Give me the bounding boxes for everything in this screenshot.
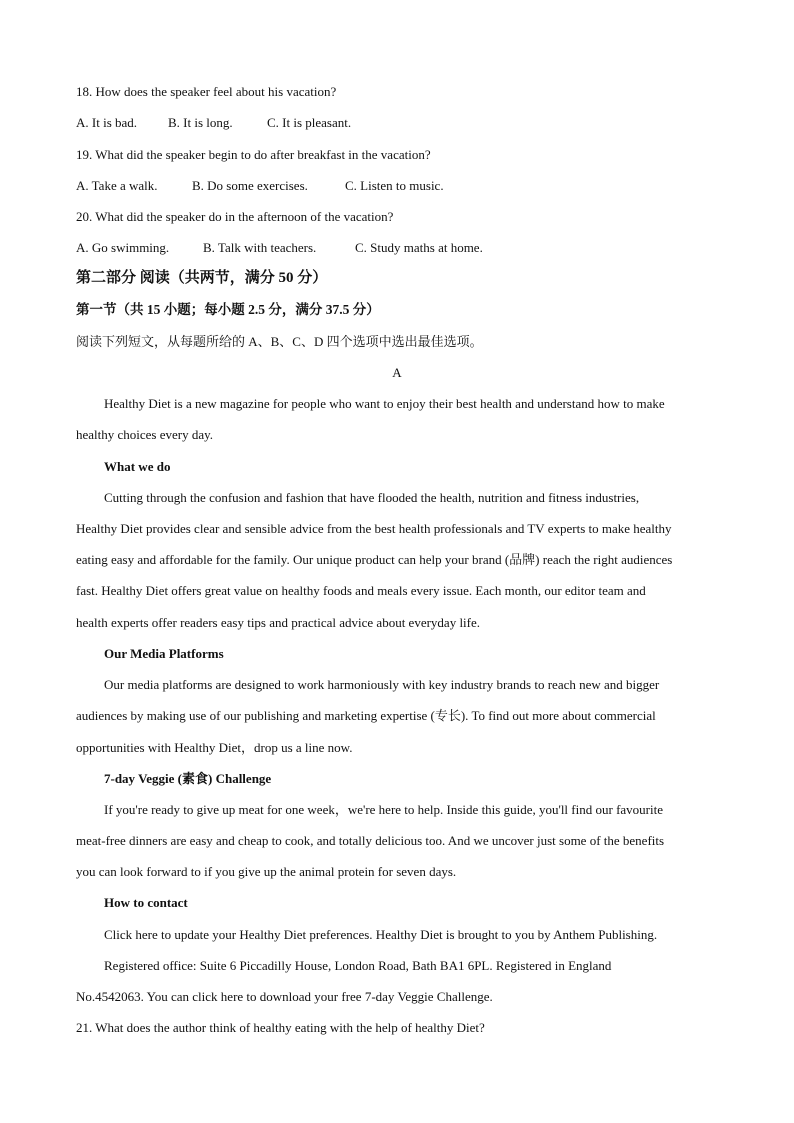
question-20-option-c: C. Study maths at home. [355, 240, 483, 255]
question-21-stem: 21. What does the author think of healthy eating with the help of healthy Diet? [76, 1020, 485, 1035]
contact-heading: How to contact [104, 895, 188, 910]
question-18-option-c: C. It is pleasant. [267, 115, 352, 130]
question-19-option-c: C. Listen to music. [345, 178, 444, 193]
question-18-options [76, 115, 351, 131]
contact-line-3: No.4542063. You can click here to download your free 7-day Veggie Challenge. [76, 989, 493, 1004]
intro-line-2: healthy choices every day. [76, 427, 214, 442]
what-we-do-line-5: health experts offer readers easy tips and practical advice about everyday life. [76, 615, 481, 630]
what-we-do-line-2: Healthy Diet provides clear and sensible advice from the best health professionals and TV experts to make healthy [76, 521, 672, 536]
question-19-options [76, 178, 444, 194]
veggie-line-3: you can look forward to if you give up the animal protein for seven days. [76, 864, 457, 879]
question-18-option-a: A. It is bad. [76, 115, 138, 130]
media-line-3: opportunities with Healthy Diet，drop us a line now. [76, 740, 353, 755]
intro-line-1: Healthy Diet is a new magazine for people who want to enjoy their best health and understand how to make [104, 396, 665, 411]
veggie-line-2: meat-free dinners are easy and cheap to cook, and totally delicious too. And we uncover just some of the benefits [76, 833, 665, 848]
what-we-do-heading: What we do [104, 459, 171, 474]
contact-line-2: Registered office: Suite 6 Piccadilly House, London Road, Bath BA1 6PL. Registered in England [104, 958, 612, 973]
passage-label: A [392, 365, 402, 380]
question-20-option-a: A. Go swimming. [76, 240, 170, 255]
section1-title: 第一节（共 15 小题；每小题 2.5 分，满分 37.5 分） [76, 302, 380, 317]
part2-title: 第二部分 阅读（共两节，满分 50 分） [76, 270, 328, 286]
reading-instructions: 阅读下列短文，从每题所给的 A、B、C、D 四个选项中选出最佳选项。 [76, 334, 483, 349]
media-line-2: audiences by making use of our publishing and marketing expertise (专长). To find out more about commercial [76, 708, 656, 723]
what-we-do-line-4: fast. Healthy Diet offers great value on healthy foods and meals every issue. Each month, our editor team and [76, 583, 646, 598]
question-19-option-b: B. Do some exercises. [192, 178, 308, 193]
question-20-stem: 20. What did the speaker do in the afternoon of the vacation? [76, 209, 394, 224]
question-20-option-b: B. Talk with teachers. [203, 240, 317, 255]
question-19-stem: 19. What did the speaker begin to do after breakfast in the vacation? [76, 147, 431, 162]
question-18-option-b: B. It is long. [168, 115, 233, 130]
what-we-do-line-1: Cutting through the confusion and fashion that have flooded the health, nutrition and fitness industries, [104, 490, 640, 505]
veggie-line-1: If you're ready to give up meat for one week，we're here to help. Inside this guide, you'll find our favourite [104, 802, 663, 817]
question-19-option-a: A. Take a walk. [76, 178, 158, 193]
question-18-stem: 18. How does the speaker feel about his vacation? [76, 84, 337, 99]
question-20-options [76, 240, 483, 256]
veggie-heading: 7-day Veggie (素食) Challenge [104, 771, 272, 786]
media-line-1: Our media platforms are designed to work harmoniously with key industry brands to reach new and bigger [104, 677, 660, 692]
what-we-do-line-3: eating easy and affordable for the family. Our unique product can help your brand (品牌) reach the right audiences [76, 552, 673, 567]
media-heading: Our Media Platforms [104, 646, 224, 661]
contact-line-1: Click here to update your Healthy Diet preferences. Healthy Diet is brought to you by Anthem Publishing. [104, 927, 658, 942]
